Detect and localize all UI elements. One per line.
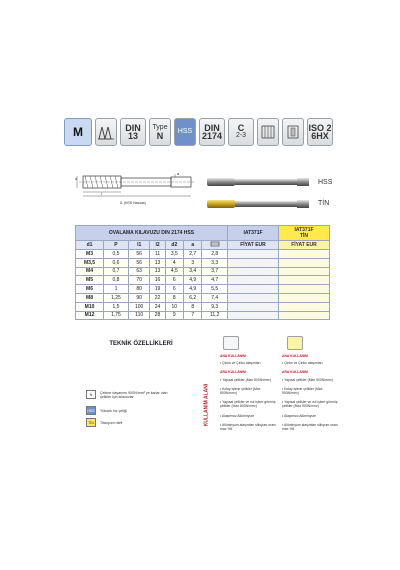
m-standard-badge: M <box>64 118 92 146</box>
drill-icon <box>210 241 220 247</box>
legend-hss: HSS Yüksek hız çeliği <box>86 406 127 415</box>
table-title: OVALAMA KILAVUZU DIN 2174 HSS <box>76 226 228 241</box>
drawing-caption: l1 (HSS Hassas) <box>120 201 146 205</box>
tap-images <box>205 164 335 214</box>
svg-text:l: l <box>101 191 102 196</box>
col-l1: l1 <box>128 241 150 250</box>
hss-badge: HSS <box>174 118 196 146</box>
tin-label: TİN <box>318 200 330 207</box>
iso2-6hx-badge: ISO 2 6HX <box>307 118 333 146</box>
table-row: M6 1 80 19 6 4,9 5,5 <box>76 285 330 294</box>
svg-text:a: a <box>177 171 180 176</box>
hss-label: HSS <box>318 179 333 186</box>
legend-n: N Çekme dayanımı 900N/mm² ye kadar olan çelikler için kılavuzlar <box>86 390 170 399</box>
legend-tin: TİN Titanyum nitrit <box>86 418 122 427</box>
tin-coating-logo-icon <box>287 336 303 350</box>
col-d2: d2 <box>165 241 183 250</box>
tap-technical-drawing <box>75 168 200 212</box>
hss-tap-thread <box>207 178 235 186</box>
usage-column-hss: ANA KULLANIM • Çinko ve Çinko alaşımları ARA KULLANIM • Yapısal çelikler (Max 800N/mm²) • Kolay işlenir çelikler (Max 800N/mm²) • Yapısal çelikler ve ısıl işlem görmüş çelikler (Max 800N/mm²) • Alaşımsız Alüminyum • Alüminyum alaşımları silisyum oranı max %5 <box>220 352 278 436</box>
tap-photos-svg <box>205 164 335 214</box>
table-row: M10 1,5 100 24 10 8 9,3 <box>76 302 330 311</box>
price-header-hss: FİYAT EUR <box>228 241 279 250</box>
dimension-table <box>75 225 330 320</box>
price-header-tin: FİYAT EUR <box>279 241 330 250</box>
col-l2: l2 <box>150 241 165 250</box>
table-row: M4 0,7 63 13 4,5 3,4 3,7 <box>76 267 330 276</box>
code-tin: IAT371F TİN <box>279 226 330 241</box>
type-n-badge: Type N <box>149 118 171 146</box>
svg-text:d: d <box>75 176 78 181</box>
col-a: a <box>184 241 202 250</box>
usage-area-label: KULLANIM ALANI <box>203 383 209 427</box>
tin-tap-shank <box>235 201 297 207</box>
din2174-badge: DIN 2174 <box>199 118 225 146</box>
thread-profile-icon <box>95 118 117 146</box>
usage-column-tin: ANA KULLANIM • Çinko ve Çinko alaşımları ARA KULLANIM • Yapısal çelikler (Max 900N/mm²) • Kolay işlenir çelikler (Max 900N/mm²) • Yapısal çelikler ve ısıl işlem görmüş çelikler (Max 900N/mm²) • Alaşımsız Alüminyum • Alüminyum alaşımları silisyum oranı max %5 <box>282 352 340 436</box>
table-row: M5 0,8 70 16 6 4,9 4,7 <box>76 276 330 285</box>
table-row: M3 0,5 56 11 3,5 2,7 2,8 <box>76 250 330 259</box>
din13-badge: DIN 13 <box>120 118 146 146</box>
through-hole-icon <box>282 118 304 146</box>
table-row: M3,5 0,6 56 13 4 3 3,3 <box>76 258 330 267</box>
technical-features-title: TEKNİK ÖZELLİKLERİ <box>109 341 173 347</box>
col-d1: d1 <box>76 241 104 250</box>
chamfer-badge: C 2-3 <box>228 118 254 146</box>
col-p: P <box>104 241 129 250</box>
tin-hss-logo-icon <box>223 336 239 350</box>
table-row: M12 1,75 110 28 9 7 11,2 <box>76 311 330 320</box>
table-row: M8 1,25 90 22 8 6,2 7,4 <box>76 293 330 302</box>
col-drill-icon <box>202 241 228 250</box>
blind-hole-icon <box>257 118 279 146</box>
hss-tap-shank <box>235 179 297 185</box>
code-hss: IAT371F <box>228 226 279 241</box>
tin-tap-thread <box>207 200 235 208</box>
